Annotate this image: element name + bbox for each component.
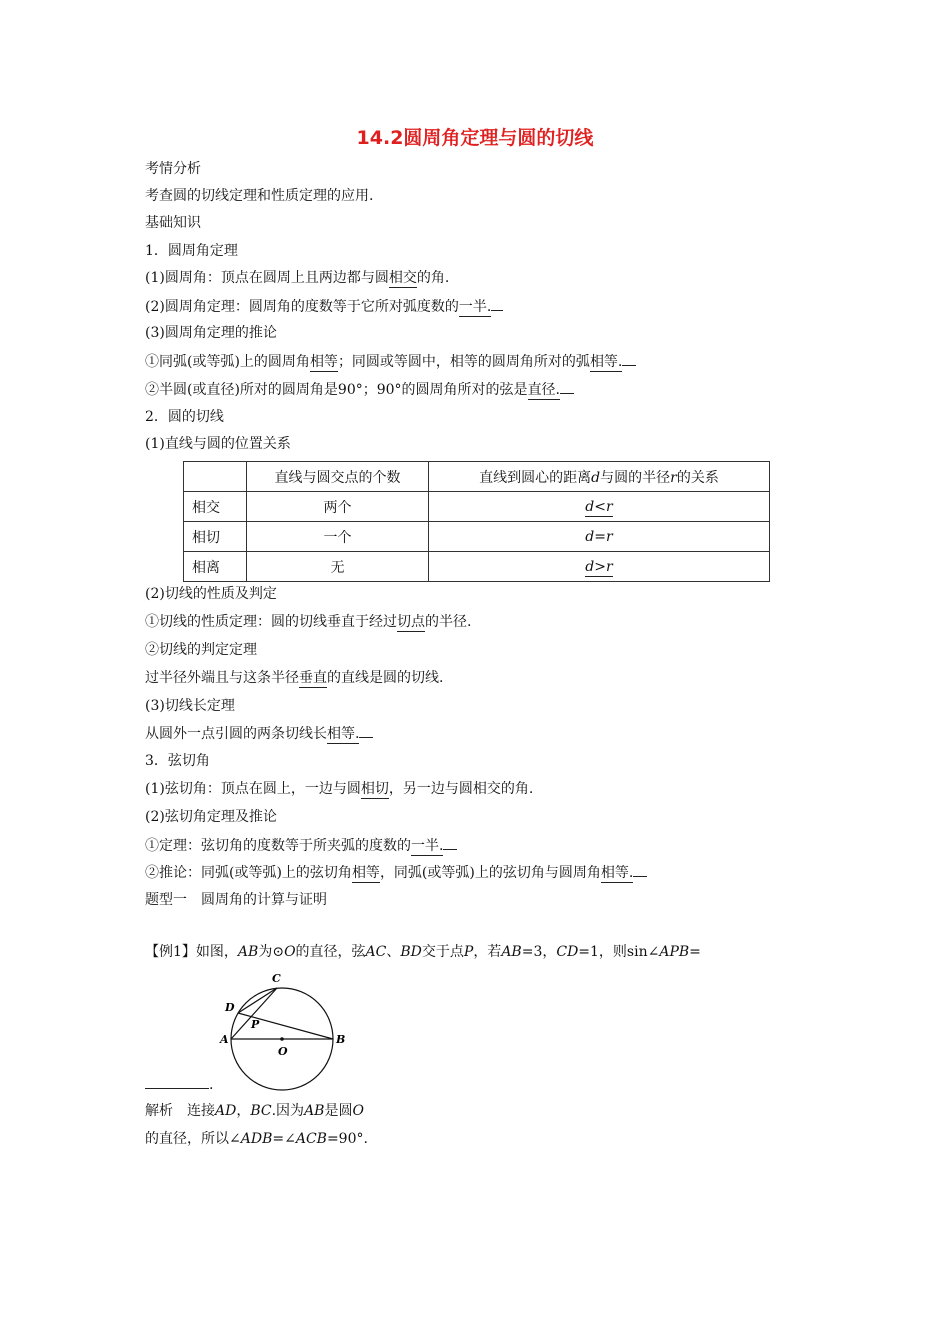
- table-header-count: 直线与圆交点的个数: [247, 462, 429, 492]
- heading-tangent: 2．圆的切线: [145, 409, 224, 425]
- table-cell-relation: d<r: [429, 492, 770, 522]
- example-1-problem: 【例1】如图，AB为⊙O的直径，弦AC、BD交于点P，若AB=3，CD=1，则sin∠APB=: [145, 944, 701, 960]
- def-inscribed-angle: (1)圆周角：顶点在圆周上且两边都与圆相交的角.: [145, 270, 450, 286]
- table-cell-count: 两个: [247, 492, 429, 522]
- table-row: [184, 552, 770, 582]
- answer-blank-line: .: [145, 1074, 213, 1095]
- circle-figure: [215, 965, 355, 1095]
- page-title: 14.2圆周角定理与圆的切线: [356, 127, 594, 149]
- section-heading-basics: 基础知识: [145, 215, 201, 231]
- heading-tangent-properties: (2)切线的性质及判定: [145, 586, 277, 602]
- tangent-property-theorem: ①切线的性质定理：圆的切线垂直于经过切点的半径.: [145, 614, 472, 630]
- answer-half-arc: 一半.: [411, 838, 444, 854]
- solution-line-2: 的直径，所以∠ADB=∠ACB=90°.: [145, 1131, 368, 1147]
- label-c: C: [272, 972, 281, 985]
- label-o: O: [278, 1045, 288, 1058]
- table-header-row: [184, 462, 770, 492]
- heading-tangent-length: (3)切线长定理: [145, 698, 235, 714]
- heading-problem-type-1: 题型一 圆周角的计算与证明: [145, 892, 327, 908]
- label-p: P: [251, 1018, 260, 1031]
- chord-tangent-theorem: ①定理：弦切角的度数等于所夹弧的度数的一半.: [145, 835, 457, 856]
- answer-equal-angles: 相等: [309, 354, 338, 370]
- analysis-text: 考查圆的切线定理和性质定理的应用.: [145, 188, 374, 204]
- answer-equal-arcs: 相等.: [589, 354, 623, 370]
- table-cell-label: 相交: [184, 492, 247, 522]
- answer-equal-length: 相等.: [327, 726, 360, 742]
- table-header-empty: [184, 462, 247, 492]
- chord-tangent-corollary: ②推论：同弧(或等弧)上的弦切角相等，同弧(或等弧)上的弦切角与圆周角相等.: [145, 862, 647, 883]
- heading-chord-tangent-angle: 3．弦切角: [145, 753, 210, 769]
- heading-inscribed-angle-theorem: 1．圆周角定理: [145, 243, 238, 259]
- inscribed-angle-theorem: (2)圆周角定理：圆周角的度数等于它所对弧度数的一半.: [145, 296, 503, 317]
- answer-equal-inscribed: 相等.: [600, 865, 634, 881]
- tangent-criterion: 过半径外端且与这条半径垂直的直线是圆的切线.: [145, 670, 444, 686]
- solution-line-1: 解析 连接AD，BC.因为AB是圆O: [145, 1103, 364, 1119]
- def-chord-tangent-angle: (1)弦切角：顶点在圆上，一边与圆相切，另一边与圆相交的角.: [145, 781, 534, 797]
- table-cell-relation: d>r: [429, 552, 770, 582]
- table-cell-label: 相离: [184, 552, 247, 582]
- center-point: [280, 1037, 284, 1041]
- answer-perpendicular: 垂直: [299, 670, 327, 686]
- table-row: [184, 522, 770, 552]
- heading-tangent-criterion: ②切线的判定定理: [145, 642, 257, 658]
- answer-intersect: 相交: [388, 270, 417, 286]
- table-cell-count: 无: [247, 552, 429, 582]
- table-row: [184, 492, 770, 522]
- label-a: A: [220, 1033, 229, 1046]
- label-b: B: [336, 1033, 346, 1046]
- line-circle-relation-table: [183, 461, 770, 582]
- table-cell-label: 相切: [184, 522, 247, 552]
- label-d: D: [225, 1001, 235, 1014]
- table-header-relation: 直线到圆心的距离d与圆的半径r的关系: [429, 462, 770, 492]
- answer-tangent-point: 切点: [397, 614, 425, 630]
- corollary-1: ①同弧(或等弧)上的圆周角相等；同圆或等圆中，相等的圆周角所对的弧相等.: [145, 351, 636, 372]
- heading-line-circle-relation: (1)直线与圆的位置关系: [145, 436, 291, 452]
- heading-corollaries: (3)圆周角定理的推论: [145, 325, 277, 341]
- table-cell-relation: d=r: [429, 522, 770, 552]
- answer-tangent: 相切: [360, 781, 389, 797]
- heading-chord-tangent-theorem: (2)弦切角定理及推论: [145, 809, 277, 825]
- tangent-length-theorem: 从圆外一点引圆的两条切线长相等.: [145, 723, 373, 744]
- section-heading-analysis: 考情分析: [145, 161, 201, 177]
- answer-equal-chord-tangent: 相等: [351, 865, 380, 881]
- answer-diameter: 直径.: [527, 382, 561, 398]
- answer-half: 一半.: [458, 299, 492, 315]
- corollary-2: ②半圆(或直径)所对的圆周角是90°；90°的圆周角所对的弦是直径.: [145, 379, 574, 400]
- table-cell-count: 一个: [247, 522, 429, 552]
